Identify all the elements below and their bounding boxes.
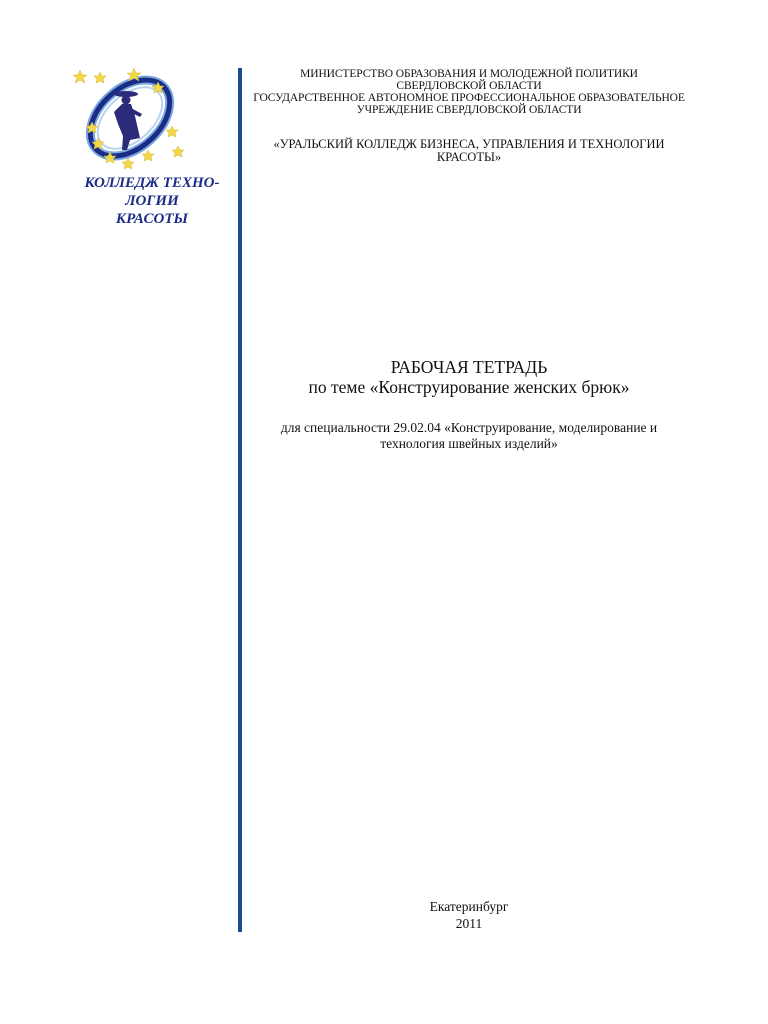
college-logo <box>68 64 192 172</box>
logo-caption-line: ЛОГИИ <box>125 193 179 209</box>
header-line: ГОСУДАРСТВЕННОЕ АВТОНОМНОЕ ПРОФЕССИОНАЛЬНОЕ ОБРАЗОВАТЕЛЬНОЕ <box>253 92 685 104</box>
header-line: СВЕРДЛОВСКОЙ ОБЛАСТИ <box>396 80 542 92</box>
college-name-line: КРАСОТЫ» <box>436 150 502 164</box>
header-line: МИНИСТЕРСТВО ОБРАЗОВАНИЯ И МОЛОДЕЖНОЙ ПОЛИТИКИ <box>300 68 638 80</box>
city-name: Екатеринбург <box>429 899 509 914</box>
document-subtitle: по теме «Конструирование женских брюк» <box>308 377 630 397</box>
publication-year: 2011 <box>455 916 483 931</box>
header-line: УЧРЕЖДЕНИЕ СВЕРДЛОВСКОЙ ОБЛАСТИ <box>356 104 582 116</box>
college-name-line: «УРАЛЬСКИЙ КОЛЛЕДЖ БИЗНЕСА, УПРАВЛЕНИЯ И ТЕХНОЛОГИИ <box>273 137 665 151</box>
specialty-line: технология швейных изделий» <box>380 436 558 451</box>
footer-block <box>244 898 694 932</box>
vertical-divider <box>238 68 242 932</box>
document-title: РАБОЧАЯ ТЕТРАДЬ <box>390 357 548 377</box>
logo-caption <box>70 174 234 228</box>
logo-caption-line: КОЛЛЕДЖ ТЕХНО- <box>84 175 220 191</box>
specialty-line: для специальности 29.02.04 «Конструирование, моделирование и <box>280 420 658 435</box>
college-name <box>244 138 694 164</box>
ministry-header <box>244 68 694 116</box>
logo-caption-line: КРАСОТЫ <box>115 211 189 227</box>
document-title-block <box>244 357 694 397</box>
specialty-block <box>244 420 694 452</box>
